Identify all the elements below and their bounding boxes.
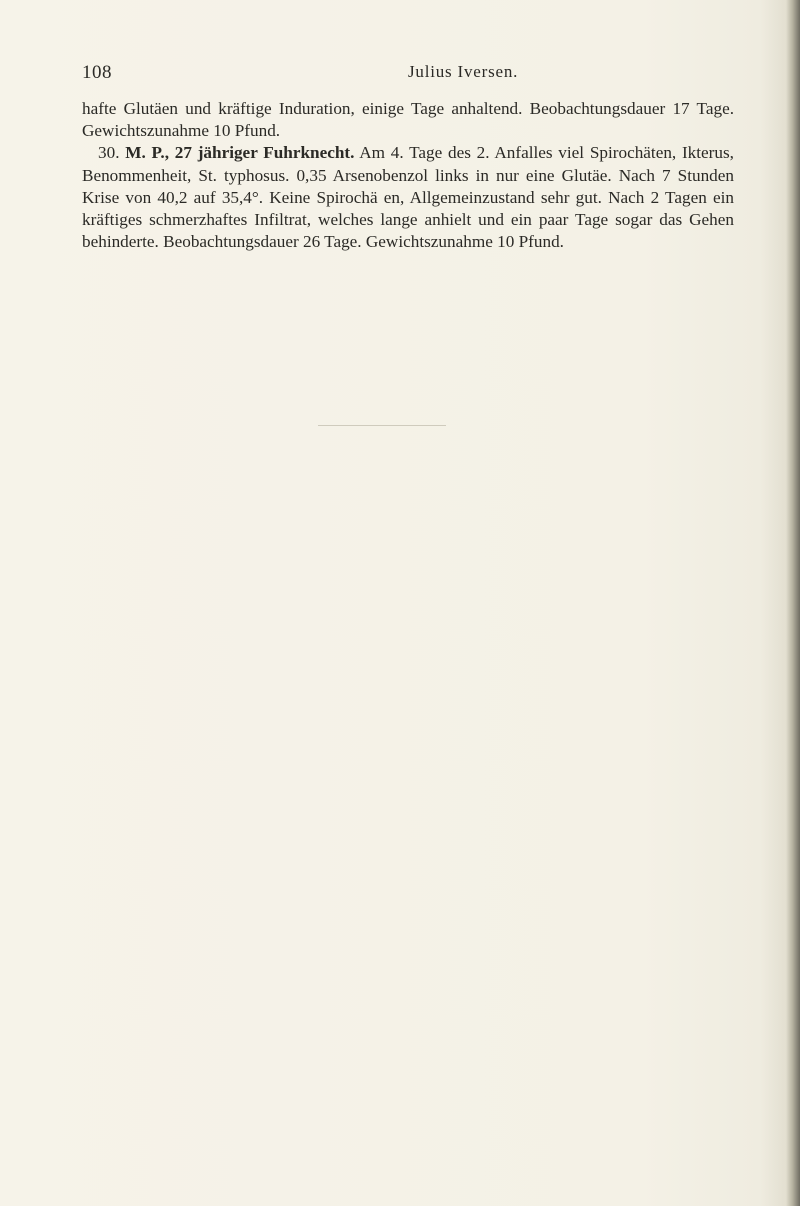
page-edge-shadow xyxy=(786,0,800,1206)
continuation-paragraph xyxy=(82,98,734,142)
page-number: 108 xyxy=(82,62,112,83)
case-number: 30. xyxy=(98,143,120,163)
running-head: Julius Iversen. xyxy=(408,62,519,81)
body-text xyxy=(82,98,734,253)
case-paragraph xyxy=(82,142,734,253)
continuation-text: hafte Glutäen und kräftige Induration, einige Tage anhaltend. Beobachtungsdauer 17 Tage. Gewichtszunahme 10 Pfund. xyxy=(82,99,734,141)
section-divider xyxy=(318,425,446,426)
case-patient: M. P., 27 jähriger Fuhrknecht. xyxy=(125,143,355,163)
page-header xyxy=(68,60,736,84)
case-text: Am 4. Tage des 2. Anfalles viel Spirochäten, Ikterus, Benommenheit, St. typhosus. 0,35 Arsenobenzol links in nur eine Glutäe. Nach 7 Stunden Krise von 40,2 auf 35,4°. Keine Spirochä en, Allgemeinzustand sehr gut. Nach 2 Tagen ein kräftiges schmerzhaftes Infiltrat, welches lange anhielt und ein paar Tage sogar das Gehen behinderte. Beobachtungsdauer 26 Tage. Gewichtszunahme 10 Pfund. xyxy=(82,143,734,252)
